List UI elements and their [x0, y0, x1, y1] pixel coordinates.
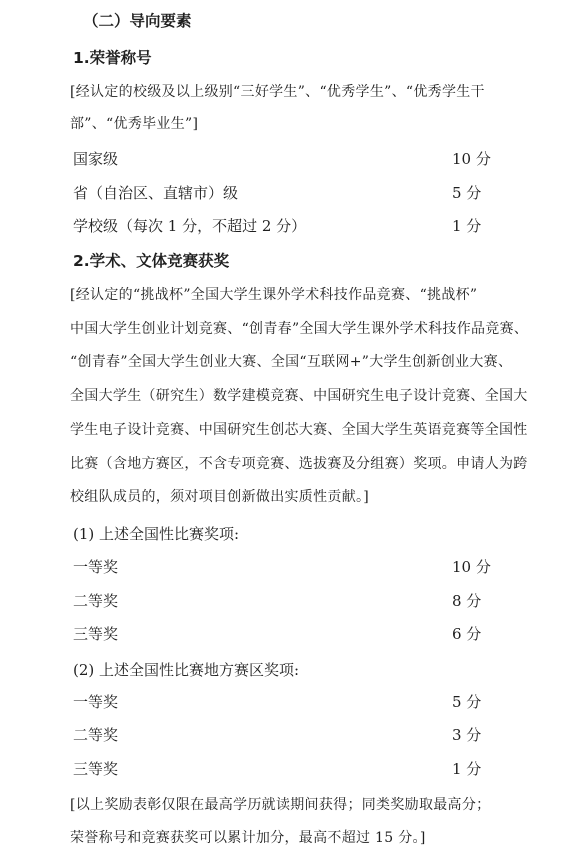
honor-item-score: 10 分 [452, 150, 491, 168]
section-title: （二）导向要素 [83, 12, 192, 30]
competition-note-line-3: “创青春”全国大学生创业大赛、全国“互联网+”大学生创新创业大赛、 [70, 354, 513, 370]
regional-award-label: 二等奖 [73, 726, 119, 744]
regional-awards-title: (2) 上述全国性比赛地方赛区奖项: [73, 661, 300, 679]
regional-award-score: 3 分 [452, 726, 482, 744]
regional-award-label: 一等奖 [73, 693, 119, 711]
honor-note-line-2: 部”、“优秀毕业生”] [70, 116, 199, 132]
competition-note-line-5: 学生电子设计竞赛、中国研究生创芯大赛、全国大学生英语竞赛等全国性 [70, 422, 528, 438]
regional-award-score: 1 分 [452, 760, 482, 778]
national-awards-title: (1) 上述全国性比赛奖项: [73, 525, 240, 543]
honor-item-score: 1 分 [452, 217, 482, 235]
honor-item-label: 省（自治区、直辖市）级 [73, 184, 239, 202]
national-award-label: 三等奖 [73, 625, 119, 643]
honor-item-label: 学校级（每次 1 分，不超过 2 分） [73, 217, 307, 235]
regional-award-label: 三等奖 [73, 760, 119, 778]
competition-note-line-6: 比赛（含地方赛区，不含专项竞赛、选拔赛及分组赛）奖项。申请人为跨 [70, 456, 528, 472]
honor-note-line-1: [经认定的校级及以上级别“三好学生”、“优秀学生”、“优秀学生干 [70, 84, 485, 100]
national-award-score: 8 分 [452, 592, 482, 610]
competition-note-line-4: 全国大学生（研究生）数学建模竞赛、中国研究生电子设计竞赛、全国大 [70, 388, 528, 404]
regional-award-score: 5 分 [452, 693, 482, 711]
footer-note-line-1: [以上奖励表彰仅限在最高学历就读期间获得；同类奖励取最高分； [70, 797, 491, 813]
national-award-label: 一等奖 [73, 558, 119, 576]
honor-item-score: 5 分 [452, 184, 482, 202]
competition-note-line-1: [经认定的“挑战杯”全国大学生课外学术科技作品竞赛、“挑战杯” [70, 287, 478, 303]
national-award-score: 6 分 [452, 625, 482, 643]
national-award-label: 二等奖 [73, 592, 119, 610]
competition-heading: 2.学术、文体竞赛获奖 [73, 252, 230, 270]
honor-item-label: 国家级 [73, 150, 119, 168]
honor-heading: 1.荣誉称号 [73, 49, 152, 67]
national-award-score: 10 分 [452, 558, 491, 576]
footer-note-line-2: 荣誉称号和竞赛获奖可以累计加分，最高不超过 15 分。] [70, 830, 426, 846]
competition-note-line-2: 中国大学生创业计划竞赛、“创青春”全国大学生课外学术科技作品竞赛、 [70, 321, 529, 337]
competition-note-line-7: 校组队成员的，须对项目创新做出实质性贡献。] [70, 489, 370, 505]
